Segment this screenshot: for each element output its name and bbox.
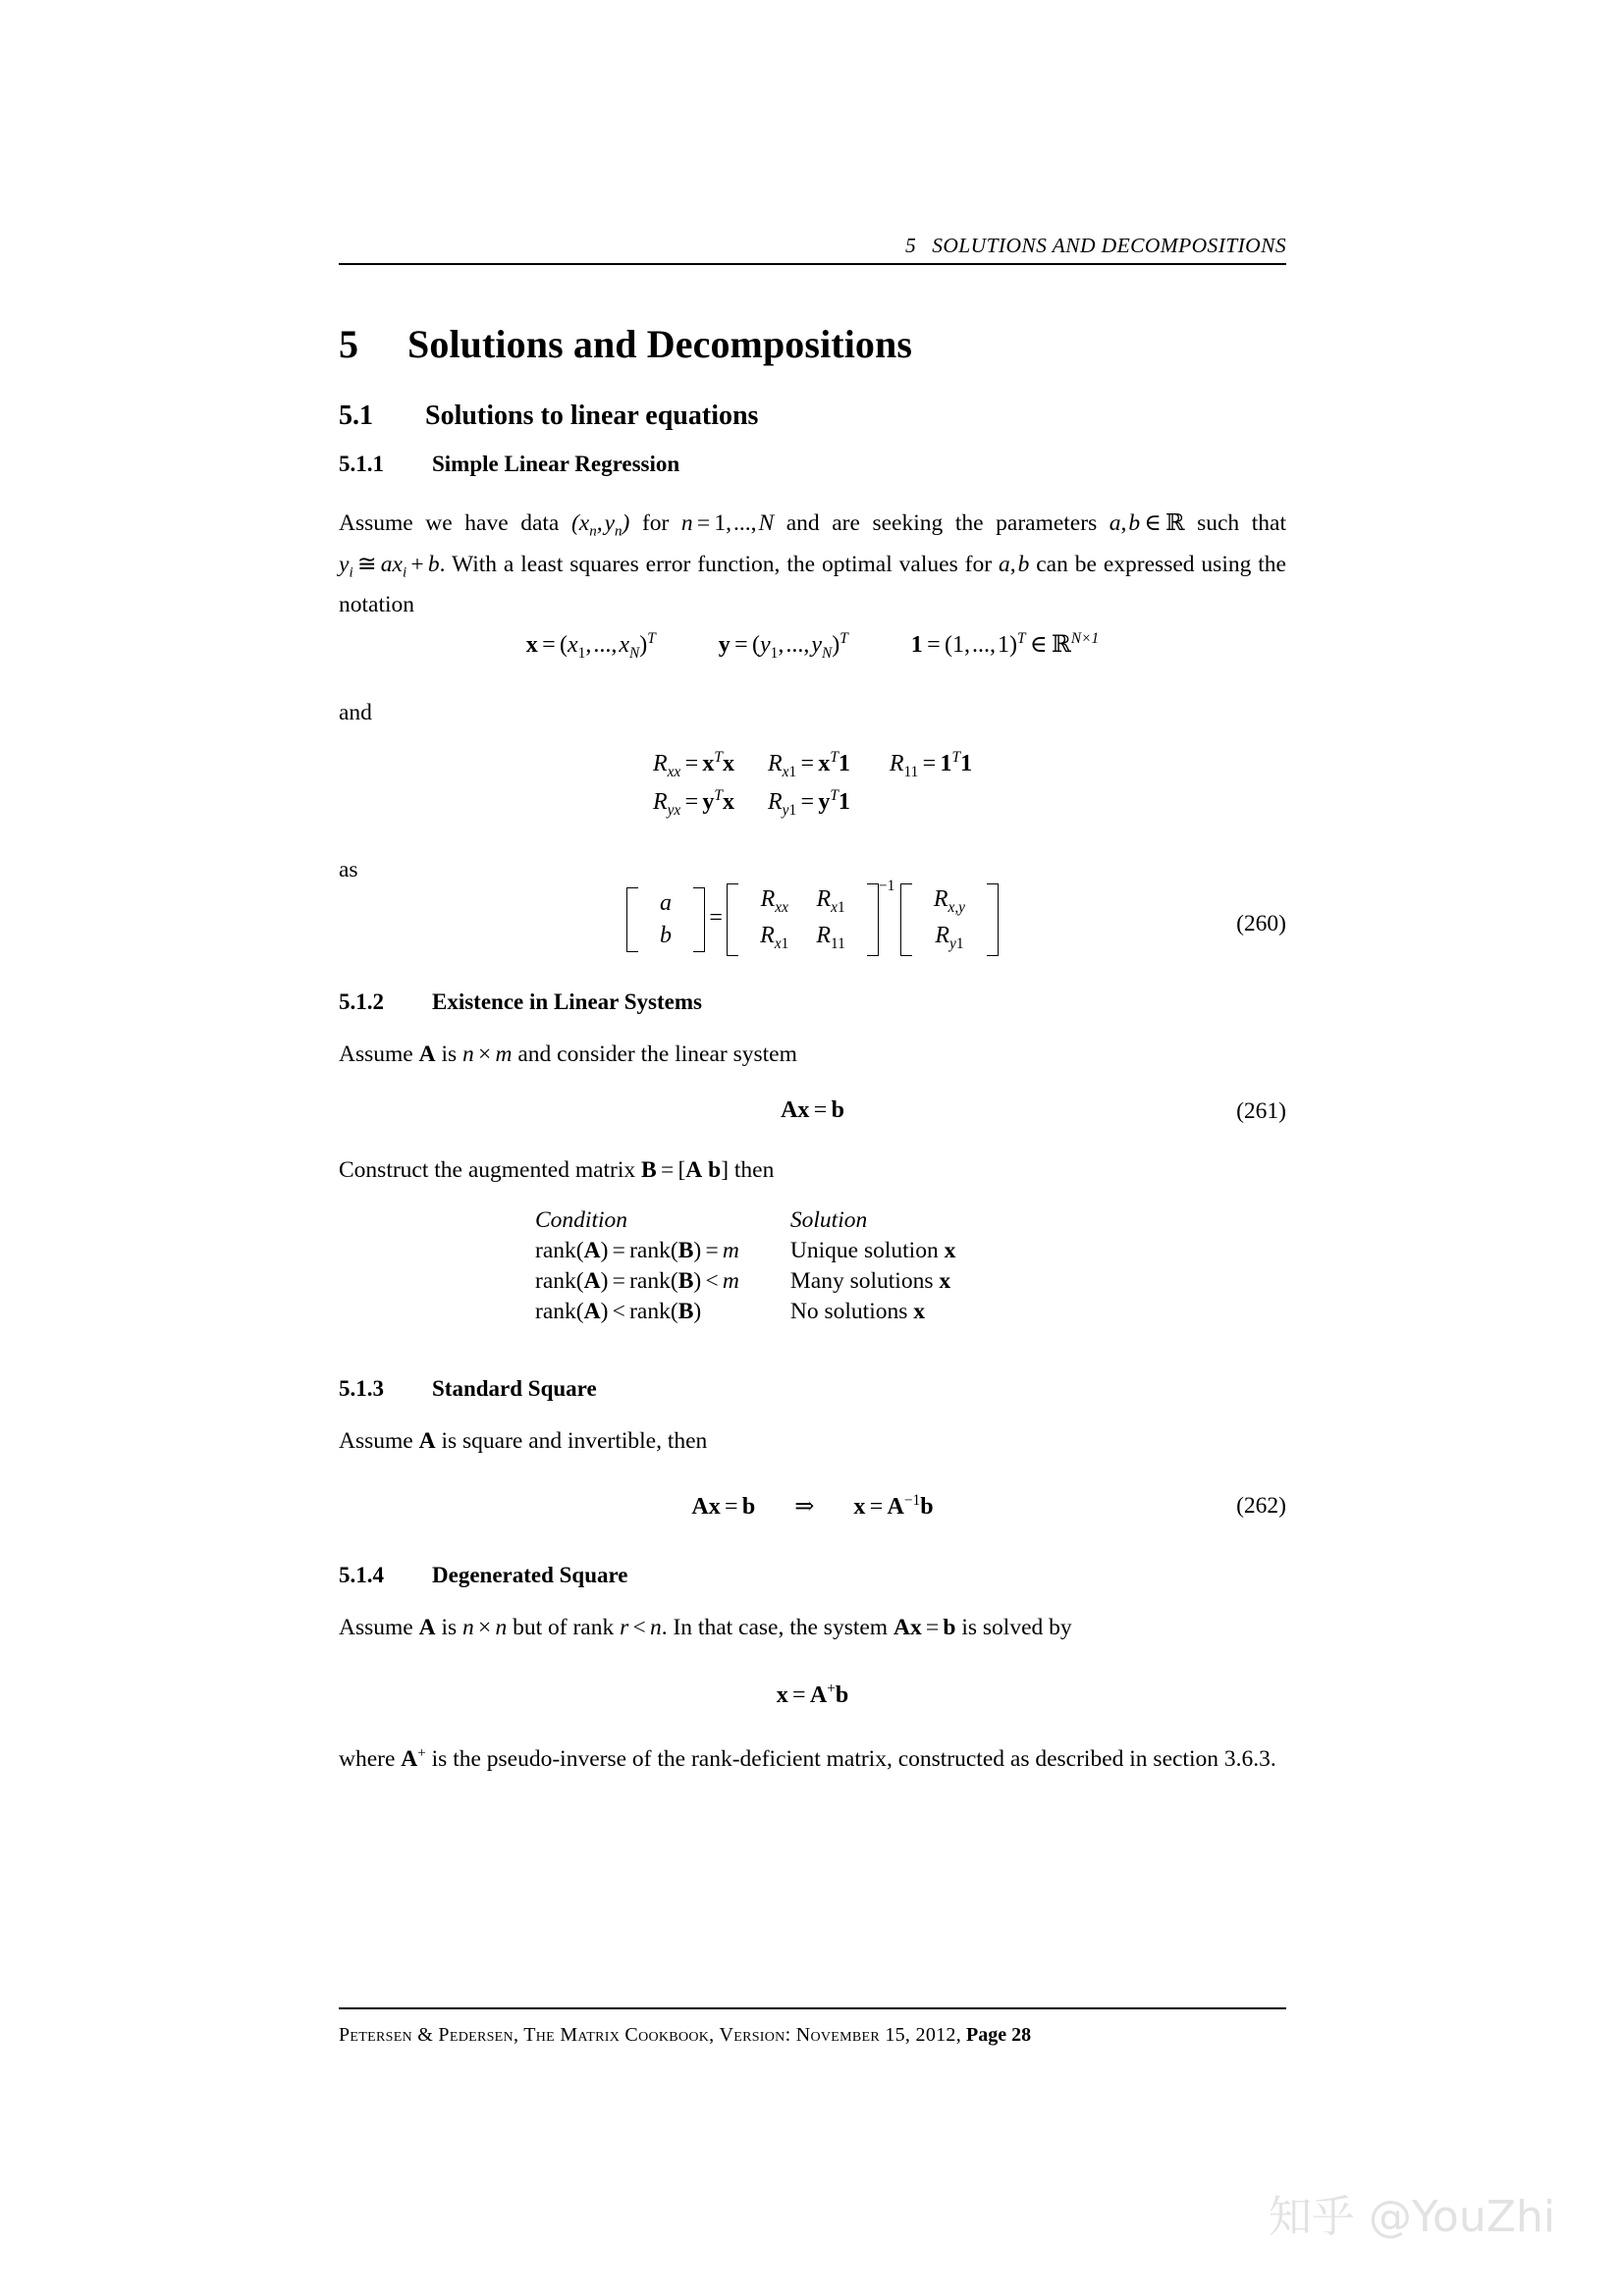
math-ab: a, b: [998, 551, 1030, 577]
cell-condition-1: rank(A) = rank(B) = m: [535, 1238, 739, 1263]
subsubsection-heading-514: [339, 1563, 628, 1588]
cell-solution-3: No solutions x: [789, 1299, 926, 1324]
matrix-body: [646, 887, 685, 952]
subsubsection-number-513: 5.1.3: [339, 1376, 384, 1401]
matrix-cell: $R_{xx}$: [760, 886, 788, 916]
text-fragment: where: [339, 1745, 402, 1772]
running-header-number: 5: [905, 234, 917, 257]
subsubsection-number-512: 5.1.2: [339, 989, 384, 1014]
math-augmented: B = [A b]: [641, 1157, 730, 1183]
bracket-left: [626, 887, 638, 952]
R-definitions-table: [653, 746, 972, 823]
running-header-title: SOLUTIONS AND DECOMPOSITIONS: [932, 234, 1286, 257]
footer-page-number: Page 28: [966, 2024, 1032, 2046]
table-row: [920, 883, 979, 920]
table-row: [646, 887, 685, 920]
footer-booktitle: The Matrix Cookbook,: [523, 2024, 715, 2046]
subsubsection-heading-512: [339, 989, 702, 1015]
math-rank-r-lt-n: r < n: [620, 1615, 662, 1640]
table-row: [535, 1266, 955, 1297]
cell-condition-3: rank(A) < rank(B): [535, 1299, 702, 1324]
math-matrix-A: A: [418, 1041, 436, 1067]
bracket-right: [867, 883, 879, 956]
matrix-body: [746, 883, 859, 956]
text-fragment: Assume: [339, 1041, 419, 1067]
display-equation-vectors: [339, 630, 1286, 663]
display-equation-260: a b = $R_{xx}$ $R_{x1}$ $R_{x1}$ $R_{11}$ −1 $R_{x,y}$ $R_{y1}$ (260): [339, 883, 1286, 956]
table-row: [535, 1236, 955, 1266]
subsubsection-title-514: Degenerated Square: [432, 1563, 628, 1587]
display-equation-261: [339, 1097, 1286, 1124]
math-data-pair: ($x_n$, $y_n$): [570, 510, 630, 540]
text-fragment: but of rank: [507, 1615, 621, 1640]
bracket-right: [693, 887, 705, 952]
subsubsection-number-511: 5.1.1: [339, 452, 384, 476]
math-n-times-n: n × n: [462, 1615, 508, 1640]
math-vector-x: $x = (x_1$, ..., $x_N)^T$: [525, 630, 656, 662]
footer-rule: [339, 2007, 1286, 2009]
paragraph-degenerated-square: [339, 1612, 1286, 1644]
text-fragment: is: [435, 1041, 463, 1067]
bracket-left: [727, 883, 738, 956]
text-fragment: Assume: [339, 1428, 419, 1454]
math-Ax-equals-b: Ax = b: [781, 1097, 844, 1123]
text-fragment: Assume we have data: [339, 510, 571, 536]
text-fragment: Construct the augmented matrix: [339, 1157, 642, 1183]
table-row: [920, 920, 979, 956]
matrix-cell: b: [660, 922, 672, 948]
math-Ry1: $R_{y1} = y^T1$: [767, 786, 850, 819]
text-fragment: is: [435, 1615, 463, 1640]
connector-as: as: [339, 857, 358, 882]
table-row: [646, 920, 685, 952]
table-header-row: [535, 1205, 955, 1236]
matrix-cell: $R_{x1}$: [760, 922, 789, 952]
text-fragment: then: [729, 1157, 775, 1183]
text-fragment: can be expressed using the notation: [339, 551, 1286, 618]
column-header-solution: Solution: [789, 1207, 868, 1233]
math-x-equals-Ainv-b: $x = A^{-1}b$: [853, 1492, 934, 1520]
subsection-heading: [339, 400, 758, 432]
header-rule: [339, 263, 1286, 265]
page-footer: [339, 2024, 1286, 2047]
text-fragment: is square and invertible, then: [435, 1428, 708, 1454]
column-header-condition: Condition: [535, 1207, 628, 1233]
subsection-title: Solutions to linear equations: [425, 400, 759, 431]
running-header: [339, 234, 1286, 258]
paragraph-simple-linear-regression: [339, 507, 1286, 621]
matrix-R-inverse-wrapper: [727, 878, 895, 956]
math-A-plus: A+: [401, 1745, 426, 1772]
text-fragment: is the pseudo-inverse of the rank-deficient matrix, constructed as described in section 3.6.3.: [425, 1745, 1276, 1772]
text-fragment: for: [629, 510, 681, 536]
paragraph-standard-square: [339, 1425, 1286, 1458]
watermark: 知乎 @YouZhi: [1268, 2192, 1555, 2242]
text-fragment: is solved by: [955, 1615, 1072, 1640]
matrix-Rxy-Ry1: [900, 883, 999, 956]
table-row: [653, 746, 972, 784]
table-row: [653, 784, 972, 823]
paragraph-pseudoinverse-note: [339, 1737, 1286, 1776]
math-empty-cell: [850, 784, 972, 823]
subsubsection-number-514: 5.1.4: [339, 1563, 384, 1587]
subsubsection-title-513: Standard Square: [432, 1376, 597, 1401]
subsubsection-title-512: Existence in Linear Systems: [432, 989, 702, 1014]
bracket-right: [987, 883, 999, 956]
math-n-range: n = 1, ..., N: [680, 510, 775, 536]
math-model: $y_i$ ≅ $ax_i + b$: [339, 551, 440, 581]
matrix-cell: $R_{y1}$: [935, 922, 964, 952]
math-implies-symbol: ⇒: [794, 1494, 815, 1520]
cell-solution-1: Unique solution x: [789, 1238, 956, 1263]
matrix-cell: $R_{x1}$: [816, 886, 845, 916]
existence-conditions-table: [535, 1205, 955, 1327]
display-equation-R-definitions: [339, 746, 1286, 823]
text-fragment: . In that case, the system: [661, 1615, 893, 1640]
math-vector-y: $y = (y_1$, ..., $y_N)^T$: [718, 630, 848, 662]
subsubsection-heading-513: [339, 1376, 597, 1402]
math-Rx1: $R_{x1} = x^T1$: [767, 749, 850, 780]
math-n-times-m: n × m: [462, 1041, 513, 1067]
math-vector-one: 1 = (1, ..., 1)$^T$ ∈ ℝ$^{N\times 1}$: [910, 630, 1100, 658]
math-R11: $R_{11} = 1^T1$: [889, 749, 973, 780]
connector-and: and: [339, 700, 372, 725]
equation-number-260: (260): [1236, 911, 1286, 936]
section-title: Solutions and Decompositions: [407, 322, 913, 366]
footer-authors: Petersen & Pedersen,: [339, 2024, 519, 2046]
paragraph-augmented-matrix: [339, 1154, 1286, 1187]
subsubsection-title-511: Simple Linear Regression: [432, 452, 680, 476]
subsection-number: 5.1: [339, 400, 373, 431]
math-Ax-equals-b: Ax = b: [691, 1494, 756, 1520]
text-fragment: and consider the linear system: [512, 1041, 797, 1067]
bracket-left: [900, 883, 912, 956]
text-fragment: such that: [1184, 510, 1286, 536]
matrix-exponent: −1: [878, 878, 895, 894]
math-Ax-equals-b-inline: Ax = b: [893, 1615, 956, 1640]
matrix-cell: a: [660, 889, 672, 916]
math-matrix-A: A: [418, 1428, 436, 1454]
paragraph-existence-intro: [339, 1039, 1286, 1071]
matrix-R: [727, 883, 879, 956]
display-equation-262: [339, 1492, 1286, 1521]
math-x-equals-Aplus-b: x = A+b: [776, 1681, 849, 1708]
math-Rxx: $R_{xx} = x^Tx$: [652, 749, 734, 780]
text-fragment: and are seeking the parameters: [774, 510, 1110, 536]
table-row: [746, 920, 859, 956]
matrix-cell: $R_{11}$: [816, 922, 845, 952]
text-fragment: Assume: [339, 1615, 419, 1640]
math-ab-in-R: a, b ∈ ℝ: [1109, 508, 1185, 536]
matrix-body: [920, 883, 979, 956]
table-row: [535, 1297, 955, 1327]
cell-solution-2: Many solutions x: [789, 1268, 951, 1294]
display-equation-pseudoinverse: [339, 1681, 1286, 1709]
equation-number-262: (262): [1236, 1493, 1286, 1519]
cell-condition-2: rank(A) = rank(B) < m: [535, 1268, 739, 1294]
text-fragment: . With a least squares error function, the optimal values for: [439, 551, 999, 577]
equation-number-261: (261): [1236, 1098, 1286, 1124]
matrix-cell: $R_{x,y}$: [933, 886, 965, 916]
math-matrix-A: A: [418, 1615, 436, 1640]
footer-version: Version: November 15, 2012,: [719, 2024, 962, 2046]
matrix-ab: [626, 887, 705, 952]
section-heading: [339, 321, 912, 367]
subsubsection-heading-511: [339, 452, 679, 477]
section-number: 5: [339, 322, 359, 366]
math-Ryx: $R_{yx} = y^Tx$: [652, 786, 734, 819]
table-row: [746, 883, 859, 920]
